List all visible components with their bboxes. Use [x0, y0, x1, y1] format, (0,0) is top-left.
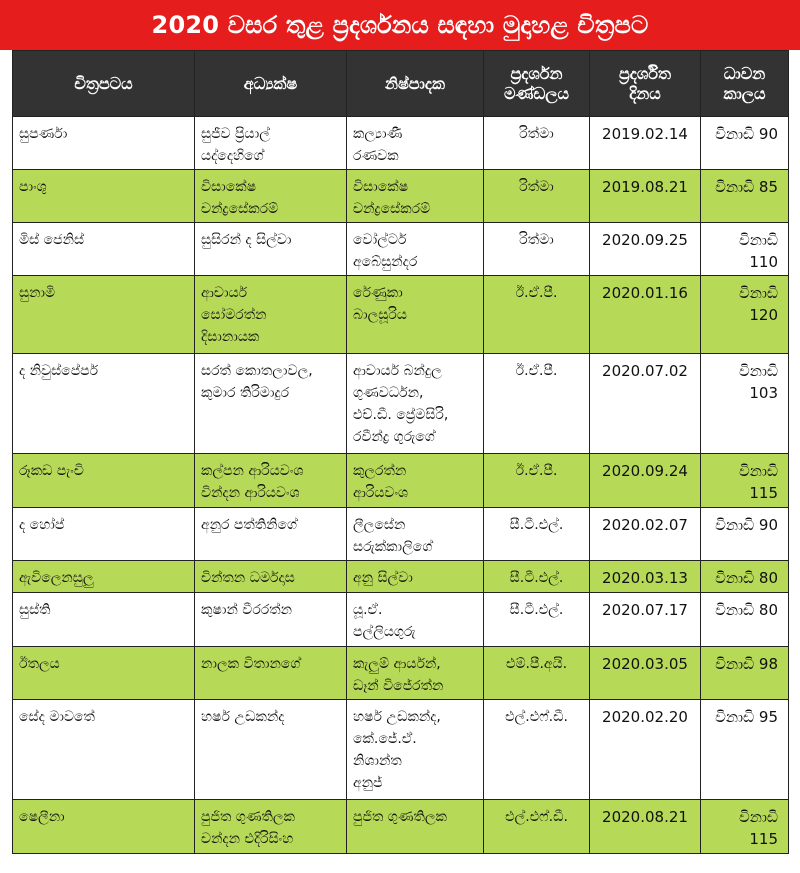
cell-runtime: විනාඩි 90	[701, 117, 789, 170]
table-row	[13, 647, 789, 700]
cell-screen: ඊ.ඒ.පී.	[484, 276, 590, 354]
cell-screen: රිත්මා	[484, 117, 590, 170]
cell-film: පාංශු	[13, 170, 195, 223]
table-row	[13, 700, 789, 800]
cell-producer: කල්‍යාණී රණවක	[347, 117, 484, 170]
cell-director: පුජිත ගුණතිලක චන්දන එදිරිසිංහ	[195, 800, 347, 854]
cell-director: හර්ෂ උඩකන්ද	[195, 700, 347, 800]
films-table	[12, 50, 789, 854]
cell-screen: එම්.පී.අයි.	[484, 647, 590, 700]
cell-producer: හර්ෂ උඩකන්ද, කේ.ජේ.ඒ. නිශාන්ත අනුජ්	[347, 700, 484, 800]
cell-runtime: විනාඩි 115	[701, 800, 789, 854]
header-director: අධ්‍යක්ෂ	[195, 51, 347, 117]
cell-date: 2019.02.14	[590, 117, 701, 170]
cell-film: රූකඩ පැංචි	[13, 454, 195, 508]
page-title: 2020 වසර තුළ ප්‍රදර්ශනය සඳහා මුදාහළ චිත්‍රපට	[0, 0, 800, 50]
table-row	[13, 800, 789, 854]
cell-film: ෂෙලීනා	[13, 800, 195, 854]
cell-director: නාලක විතානගේ	[195, 647, 347, 700]
header-film: චිත්‍රපටය	[13, 51, 195, 117]
cell-screen: ඊ.ඒ.පී.	[484, 454, 590, 508]
cell-runtime: විනාඩි 110	[701, 223, 789, 276]
table-row	[13, 508, 789, 561]
cell-film: ඇවිලෙනසුලු	[13, 561, 195, 593]
cell-runtime: විනාඩි 85	[701, 170, 789, 223]
cell-director: කල්පන ආරියවංශ වින්දන ආරියවංශ	[195, 454, 347, 508]
header-release-date: ප්‍රදර්ශිත දිනය	[590, 51, 701, 117]
table-row	[13, 561, 789, 593]
cell-screen: සී.ටී.එල්.	[484, 593, 590, 647]
cell-director: ආචාර්ය සෝමරත්න දිසානායක	[195, 276, 347, 354]
cell-director: සුජීව ප්‍රියාල් යද්දෙහිගේ	[195, 117, 347, 170]
cell-date: 2020.03.05	[590, 647, 701, 700]
cell-producer: රේණුකා බාලසූරිය	[347, 276, 484, 354]
cell-runtime: විනාඩි 95	[701, 700, 789, 800]
cell-producer: විසාකේෂ චන්ද්‍රසේකරම්	[347, 170, 484, 223]
cell-director: සුසිරන් ද සිල්වා	[195, 223, 347, 276]
cell-screen: රිත්මා	[484, 223, 590, 276]
cell-screen: ඊ.ඒ.පී.	[484, 354, 590, 454]
cell-producer: වෝල්ටර් අබේසුන්දර	[347, 223, 484, 276]
cell-screen: රිත්මා	[484, 170, 590, 223]
cell-date: 2020.02.20	[590, 700, 701, 800]
cell-date: 2020.01.16	[590, 276, 701, 354]
cell-date: 2020.09.24	[590, 454, 701, 508]
header-producer: නිෂ්පාදක	[347, 51, 484, 117]
cell-screen: එල්.එෆ්.ඩී.	[484, 700, 590, 800]
cell-producer: කුලරත්න ආරියවංශ	[347, 454, 484, 508]
cell-director: විසාකේෂ චන්ද්‍රසේකරම්	[195, 170, 347, 223]
table-row	[13, 223, 789, 276]
cell-director: චින්තන ධර්මදාස	[195, 561, 347, 593]
cell-film: මිස් ජෙනිස්	[13, 223, 195, 276]
cell-film: සුනාමි	[13, 276, 195, 354]
cell-runtime: විනාඩි 90	[701, 508, 789, 561]
cell-producer: ආචාර්ය බන්දුල ගුණවර්ධන, එච්.ඩී. ප්‍රේමසිරි, රවීන්ද්‍ර ගුරුගේ	[347, 354, 484, 454]
cell-date: 2020.07.02	[590, 354, 701, 454]
table-row	[13, 354, 789, 454]
table-row	[13, 454, 789, 508]
cell-screen: සී.ටී.එල්.	[484, 561, 590, 593]
cell-film: සේද මාවතේ	[13, 700, 195, 800]
cell-producer: පුජිත ගුණතිලක	[347, 800, 484, 854]
cell-runtime: විනාඩි 80	[701, 561, 789, 593]
table-row	[13, 276, 789, 354]
cell-film: ද නිවුස්පේපර්	[13, 354, 195, 454]
cell-runtime: විනාඩි 98	[701, 647, 789, 700]
table-row	[13, 593, 789, 647]
cell-date: 2020.03.13	[590, 561, 701, 593]
header-screening-board: ප්‍රදර්ශන මණ්ඩලය	[484, 51, 590, 117]
cell-producer: ලීලසේන සරුක්කාලිගේ	[347, 508, 484, 561]
cell-date: 2019.08.21	[590, 170, 701, 223]
cell-runtime: විනාඩි 115	[701, 454, 789, 508]
cell-film: ද හෝප්	[13, 508, 195, 561]
table-row	[13, 117, 789, 170]
cell-runtime: විනාඩි 103	[701, 354, 789, 454]
cell-date: 2020.07.17	[590, 593, 701, 647]
cell-screen: එල්.එෆ්.ඩී.	[484, 800, 590, 854]
cell-film: ඊතලය	[13, 647, 195, 700]
cell-director: සරත් කොතලාවල, කුමාර තිරිමාදුර	[195, 354, 347, 454]
cell-runtime: විනාඩි 80	[701, 593, 789, 647]
cell-film: සුපර්ණා	[13, 117, 195, 170]
cell-date: 2020.09.25	[590, 223, 701, 276]
cell-producer: කැලුම් ආර්යන්, ඩෑන් විජේරත්න	[347, 647, 484, 700]
header-runtime: ධාවන කාලය	[701, 51, 789, 117]
cell-runtime: විනාඩි 120	[701, 276, 789, 354]
cell-date: 2020.08.21	[590, 800, 701, 854]
cell-director: අනුර පත්තිනිගේ	[195, 508, 347, 561]
cell-film: සුස්ති	[13, 593, 195, 647]
table-row	[13, 170, 789, 223]
cell-producer: අනු සිල්වා	[347, 561, 484, 593]
cell-screen: සී.ටී.එල්.	[484, 508, 590, 561]
cell-director: කුෂාන් වීරරත්න	[195, 593, 347, 647]
cell-producer: යූ.ඒ. පල්ලියගුරු	[347, 593, 484, 647]
table-header-row	[13, 51, 789, 117]
cell-date: 2020.02.07	[590, 508, 701, 561]
